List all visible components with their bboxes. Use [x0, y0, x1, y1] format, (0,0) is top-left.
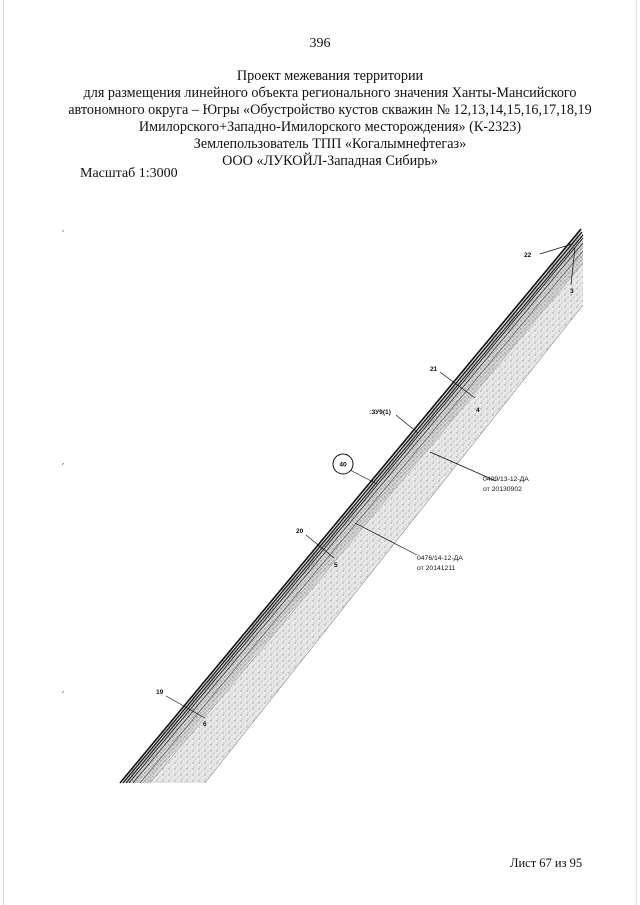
corridor-dense-strip [124, 232, 583, 783]
doc-ref-date: от 20141211 [417, 565, 456, 572]
title-line: Землепользователь ТПП «Когалымнефтегаз» [193, 136, 467, 152]
point-label-6: 6 [203, 721, 207, 728]
title-line: для размещения линейного объекта регионального значения Ханты-Мансийского [83, 85, 577, 101]
scale-label: Масштаб 1:3000 [80, 166, 178, 181]
circled-number: 40 [339, 461, 347, 469]
title-line: ООО «ЛУКОЙЛ-Западная Сибирь» [222, 153, 438, 169]
parcel-label: :ЗУ9(1) [369, 409, 391, 416]
doc-ref-number: 0476/14-12-ДА [417, 555, 463, 562]
page-number: 396 [309, 36, 331, 51]
doc-ref-date: от 20130902 [483, 486, 522, 493]
point-label-20: 20 [296, 528, 304, 535]
point-label-19: 19 [156, 689, 164, 696]
point-label-3: 3 [570, 288, 574, 295]
doc-ref-number: 0409/13-12-ДА [483, 476, 529, 483]
title-line: автономного округа – Югры «Обустройство кустов скважин № 12,13,14,15,16,17,18,19 [68, 102, 592, 118]
sheet-footer: Лист 67 из 95 [510, 856, 583, 870]
title-line: Имилорского+Западно-Имилорского месторождения» (К-2323) [138, 119, 522, 135]
title-line: Проект межевания территории [236, 68, 424, 84]
point-label-4: 4 [476, 407, 480, 414]
point-label-21: 21 [430, 366, 438, 373]
point-label-5: 5 [334, 562, 338, 569]
point-label-22: 22 [524, 252, 532, 259]
margin-ticks [62, 230, 64, 693]
